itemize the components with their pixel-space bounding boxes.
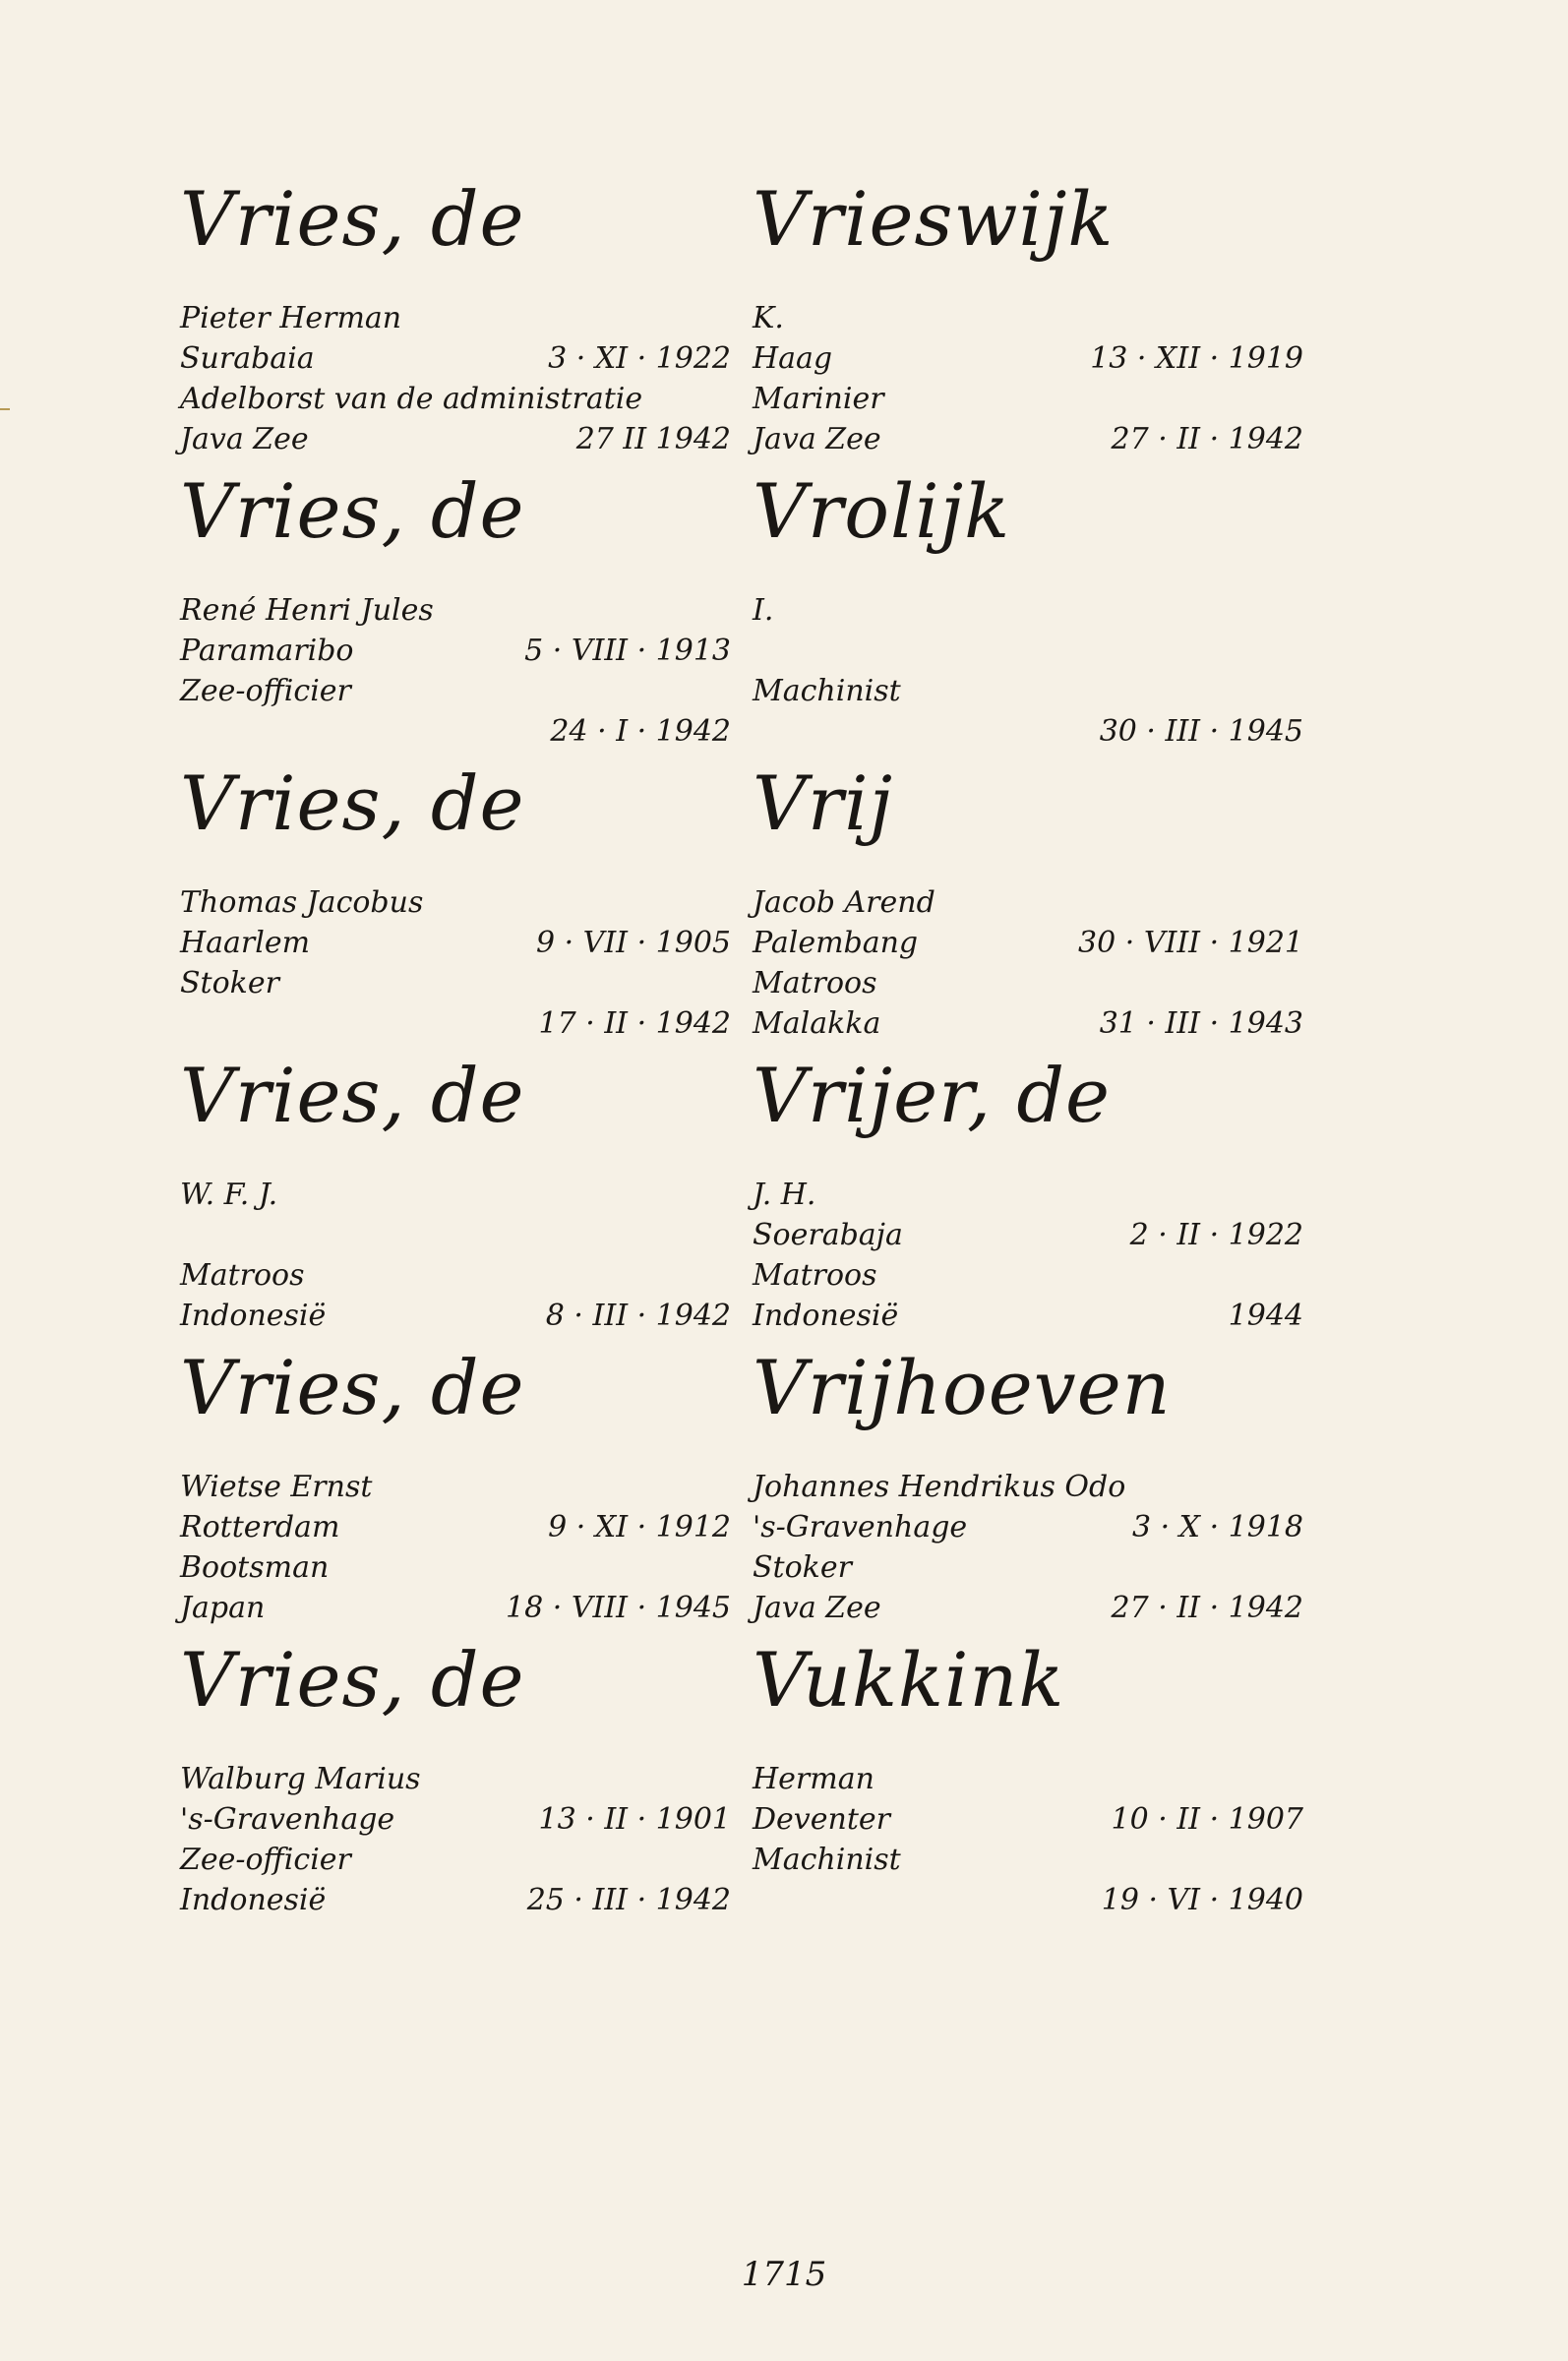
entry-text: Matroos [753, 1258, 877, 1293]
entry-line [180, 1467, 731, 1507]
name-entry [753, 175, 1303, 474]
entry-text: W. F. J. [180, 1178, 278, 1212]
name-entry [180, 467, 731, 766]
entry-text: Pieter Herman [180, 301, 402, 335]
entry-text: Zee-officier [180, 1843, 351, 1877]
entry-line [753, 1467, 1303, 1507]
entry-line [753, 1799, 1303, 1840]
entry-date: 9 · VII · 1905 [535, 926, 731, 960]
entry-date: 5 · VIII · 1913 [524, 634, 731, 668]
surname-heading: Vries, de [180, 759, 525, 847]
entry-text: Zee-officier [180, 674, 351, 708]
entry-line [753, 1547, 1303, 1588]
entry-line [180, 1547, 731, 1588]
entry-line [180, 711, 731, 752]
entry-date: 27 II 1942 [575, 422, 731, 456]
entry-line [180, 1759, 731, 1799]
page-number: 1715 [741, 2255, 827, 2294]
entry-date: 19 · VI · 1940 [1101, 1883, 1303, 1917]
surname-heading: Vries, de [180, 175, 525, 263]
entry-line [753, 963, 1303, 1003]
name-entry [180, 1052, 731, 1351]
entry-text: Marinier [753, 382, 884, 416]
entry-date: 13 · XII · 1919 [1090, 341, 1303, 376]
margin-mark [0, 408, 10, 410]
entry-text: Deventer [753, 1802, 890, 1837]
name-entry [753, 1636, 1303, 1935]
entry-line [753, 1296, 1303, 1336]
entry-line [180, 631, 731, 671]
entry-line [753, 1588, 1303, 1628]
surname-heading: Vrieswijk [753, 175, 1115, 263]
left-column [180, 175, 731, 1935]
entry-date: 2 · II · 1922 [1129, 1218, 1303, 1252]
surname-heading: Vries, de [180, 1052, 525, 1139]
surname-heading: Vries, de [180, 467, 525, 555]
entry-date: 27 · II · 1942 [1111, 1591, 1303, 1625]
name-entry [180, 175, 731, 474]
surname-heading: Vrijer, de [753, 1052, 1111, 1139]
entry-line [180, 882, 731, 923]
entry-line [180, 1175, 731, 1215]
entry-line [180, 1799, 731, 1840]
entry-text: Matroos [753, 966, 877, 1000]
entry-line [753, 419, 1303, 459]
entry-line [753, 631, 1303, 671]
name-entry [753, 1344, 1303, 1643]
entry-text: 's-Gravenhage [180, 1802, 395, 1837]
entry-date: 24 · I · 1942 [550, 714, 731, 749]
entry-line [180, 1880, 731, 1920]
entry-date: 25 · III · 1942 [526, 1883, 731, 1917]
entry-line [753, 338, 1303, 379]
entry-text: K. [753, 301, 784, 335]
entry-line [180, 338, 731, 379]
entry-line [180, 590, 731, 631]
entry-text: Haag [753, 341, 833, 376]
entry-text: Surabaia [180, 341, 315, 376]
entry-text: Jacob Arend [753, 885, 935, 920]
surname-heading: Vrijhoeven [753, 1344, 1172, 1431]
name-entry [753, 467, 1303, 766]
entry-line [753, 298, 1303, 338]
name-entry [180, 759, 731, 1059]
surname-heading: Vrij [753, 759, 894, 847]
name-entry [753, 759, 1303, 1059]
entry-date: 18 · VIII · 1945 [506, 1591, 731, 1625]
entry-text: Indonesië [753, 1299, 899, 1333]
entry-text: Rotterdam [180, 1510, 340, 1544]
entry-line [180, 1003, 731, 1044]
entry-line [180, 1588, 731, 1628]
surname-heading: Vries, de [180, 1344, 525, 1431]
name-entry [180, 1344, 731, 1643]
entry-text: J. H. [753, 1178, 816, 1212]
entry-text: Java Zee [753, 422, 881, 456]
entry-line [753, 1255, 1303, 1296]
entry-line [753, 1759, 1303, 1799]
entry-line [753, 1840, 1303, 1880]
entry-text: Stoker [180, 966, 279, 1000]
entry-line [753, 1215, 1303, 1255]
entry-line [753, 1507, 1303, 1547]
entry-line [180, 379, 731, 419]
entry-text: Matroos [180, 1258, 305, 1293]
entry-line [180, 1507, 731, 1547]
entry-text: Indonesië [180, 1299, 327, 1333]
entry-line [180, 1840, 731, 1880]
entry-date: 13 · II · 1901 [538, 1802, 731, 1837]
entry-text: Malakka [753, 1006, 881, 1041]
entry-line [753, 379, 1303, 419]
entry-text: Japan [180, 1591, 266, 1625]
entry-date: 1944 [1228, 1299, 1303, 1333]
entry-text: Palembang [753, 926, 919, 960]
entry-date: 3 · X · 1918 [1131, 1510, 1303, 1544]
entry-date: 10 · II · 1907 [1111, 1802, 1303, 1837]
surname-heading: Vries, de [180, 1636, 525, 1724]
entry-line [753, 671, 1303, 711]
entry-text: Haarlem [180, 926, 311, 960]
entry-text: Johannes Hendrikus Odo [753, 1470, 1126, 1504]
entry-date: 9 · XI · 1912 [548, 1510, 731, 1544]
entry-text: Paramaribo [180, 634, 354, 668]
entry-text: Adelborst van de administratie [180, 382, 643, 416]
entry-line [753, 923, 1303, 963]
name-entry [753, 1052, 1303, 1351]
surname-heading: Vukkink [753, 1636, 1065, 1724]
entry-text: Indonesië [180, 1883, 327, 1917]
entry-line [180, 963, 731, 1003]
entry-date: 30 · VIII · 1921 [1078, 926, 1303, 960]
entry-text: Machinist [753, 1843, 901, 1877]
entry-line [753, 882, 1303, 923]
entry-date: 17 · II · 1942 [538, 1006, 731, 1041]
entry-text: I. [753, 593, 774, 628]
entry-line [753, 1880, 1303, 1920]
entry-line [180, 298, 731, 338]
entry-text: Soerabaja [753, 1218, 903, 1252]
entry-text: Thomas Jacobus [180, 885, 424, 920]
entry-line [753, 590, 1303, 631]
entry-text: René Henri Jules [180, 593, 434, 628]
entry-line [180, 671, 731, 711]
entry-text: Bootsman [180, 1550, 330, 1585]
entry-date: 27 · II · 1942 [1111, 422, 1303, 456]
entry-text: Machinist [753, 674, 901, 708]
entry-text: Stoker [753, 1550, 852, 1585]
entry-text: Walburg Marius [180, 1762, 421, 1796]
entry-text: Wietse Ernst [180, 1470, 373, 1504]
entry-line [180, 419, 731, 459]
entry-line [180, 1255, 731, 1296]
entry-text: Java Zee [180, 422, 309, 456]
entry-line [180, 1296, 731, 1336]
entry-line [180, 1215, 731, 1255]
entry-line [753, 1003, 1303, 1044]
name-entry [180, 1636, 731, 1935]
entry-date: 8 · III · 1942 [545, 1299, 731, 1333]
entry-text: 's-Gravenhage [753, 1510, 968, 1544]
entry-line [180, 923, 731, 963]
entry-text: Herman [753, 1762, 874, 1796]
entry-date: 30 · III · 1945 [1099, 714, 1303, 749]
surname-heading: Vrolijk [753, 467, 1011, 555]
right-column [753, 175, 1303, 1935]
entry-text: Java Zee [753, 1591, 881, 1625]
entry-line [753, 711, 1303, 752]
entry-line [753, 1175, 1303, 1215]
entry-date: 3 · XI · 1922 [548, 341, 731, 376]
entry-date: 31 · III · 1943 [1099, 1006, 1303, 1041]
